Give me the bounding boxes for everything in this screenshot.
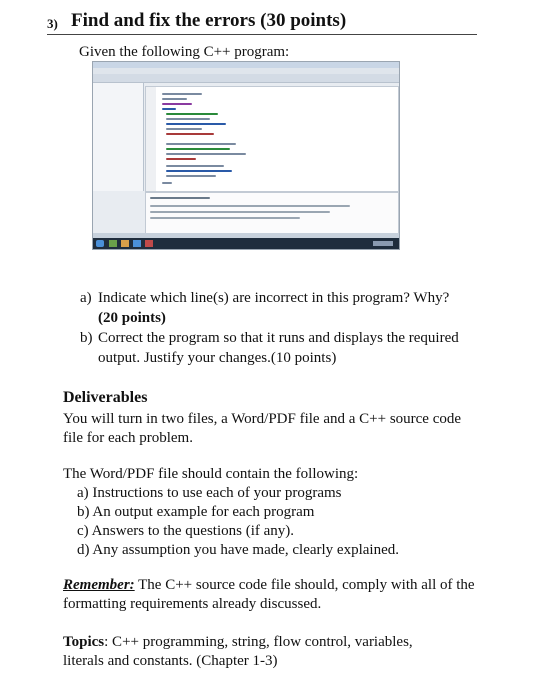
question-heading <box>47 8 477 35</box>
list-item: b) An output example for each program <box>77 504 315 520</box>
topics-note <box>63 633 443 671</box>
word-pdf-list <box>63 484 503 560</box>
ide-build-log <box>145 192 399 234</box>
question-label: a) <box>80 290 92 306</box>
question-label: b) <box>80 330 93 346</box>
ide-toolbar <box>93 74 399 83</box>
question-a <box>80 288 500 328</box>
word-pdf-intro: The Word/PDF file should contain the following: <box>63 466 359 482</box>
question-title: Find and fix the errors (30 points) <box>71 10 347 31</box>
questions-list <box>80 288 500 368</box>
deliverables-title: Deliverables <box>63 389 148 406</box>
ide-screenshot <box>92 61 400 250</box>
list-item: a) Instructions to use each of your programs <box>77 485 342 501</box>
question-number: 3) <box>47 16 58 31</box>
remember-note <box>63 576 483 614</box>
ide-project-panel <box>93 83 144 191</box>
question-b <box>80 328 500 368</box>
question-text: Indicate which line(s) are incorrect in this program? Why? <box>98 290 450 306</box>
deliverables-section <box>63 388 503 448</box>
taskbar <box>93 238 399 249</box>
word-pdf-section <box>63 465 503 560</box>
list-item: d) Any assumption you have made, clearly explained. <box>77 542 399 558</box>
topics-label: Topics <box>63 634 105 650</box>
topics-text: : C++ programming, string, flow control, variables, literals and constants. (Chapter 1-3) <box>63 634 413 669</box>
deliverables-text: You will turn in two files, a Word/PDF file and a C++ source code file for each problem. <box>63 411 462 446</box>
remember-text: The C++ source code file should, comply with all of the formatting requirements already discussed. <box>63 577 475 612</box>
given-text: Given the following C++ program: <box>79 44 290 60</box>
ide-code-editor <box>145 86 399 192</box>
question-text: Correct the program so that it runs and displays the required output. Justify your changes.(10 points) <box>98 330 459 366</box>
list-item: c) Answers to the questions (if any). <box>77 523 295 539</box>
question-points: (20 points) <box>98 310 166 326</box>
remember-label: Remember: <box>63 577 135 593</box>
